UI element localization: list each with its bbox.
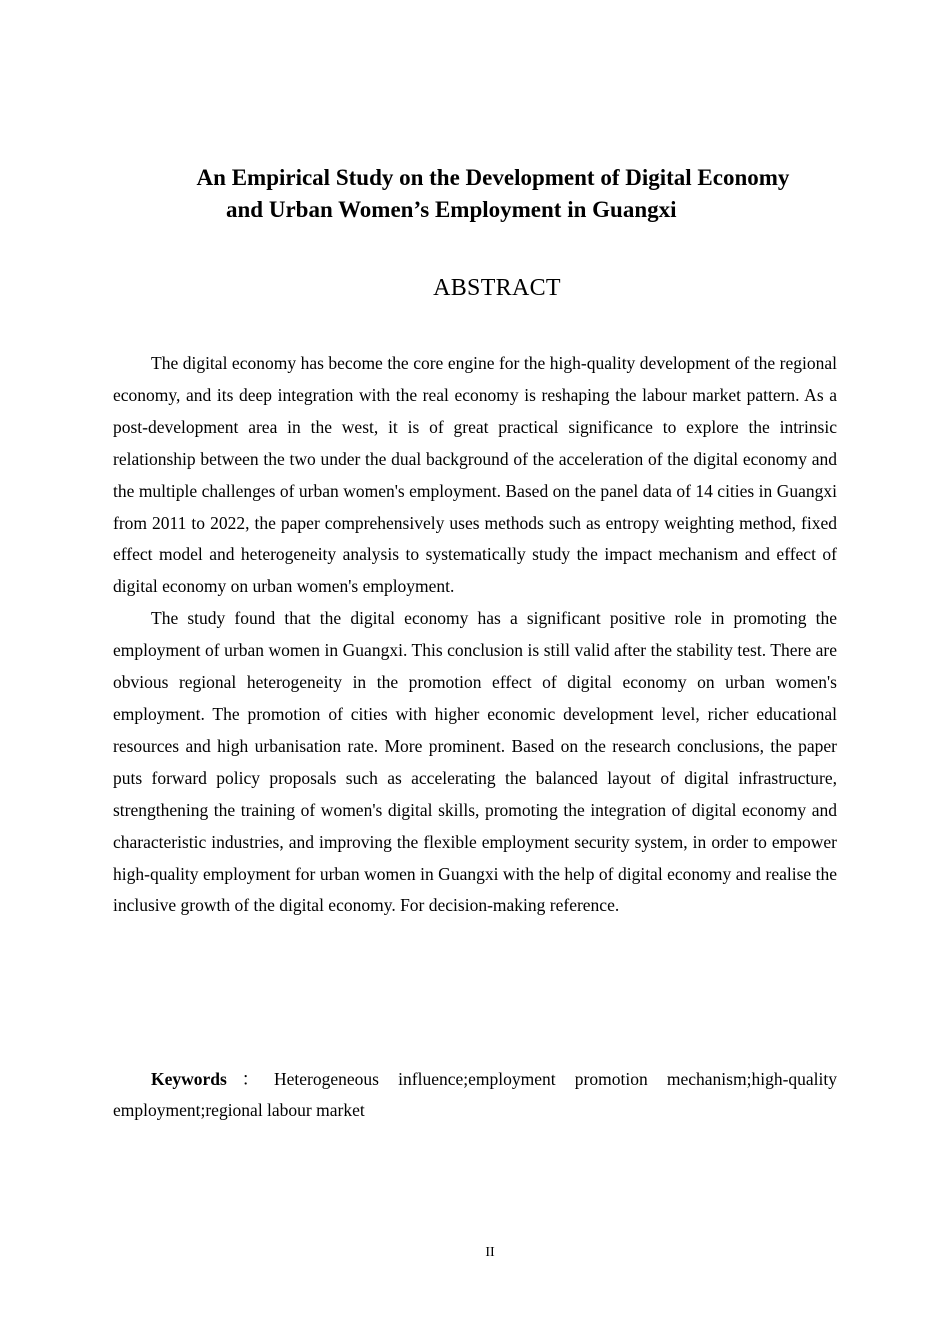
keywords-separator: ： xyxy=(226,1069,274,1089)
abstract-paragraph-2: The study found that the digital economy has a significant positive role in promoting the employment of urban women in Guangxi. This conclusion is still valid after the stability test. There are obvious regional heterogeneity in the promotion effect of digital economy on urban women's employment. The promotion of cities with higher economic development level, richer educational resources and high urbanisation rate. More prominent. Based on the research conclusions, the paper puts forward policy proposals such as accelerating the balanced layout of digital infrastructure, strengthening the training of women's digital skills, promoting the integration of digital economy and characteristic industries, and improving the flexible employment security system, in order to empower high-quality employment for urban women in Guangxi with the help of digital economy and realise the inclusive growth of the digital economy. For decision-making reference. xyxy=(113,608,837,916)
page-number: II xyxy=(485,1245,495,1260)
abstract-body xyxy=(113,348,837,922)
keywords-block xyxy=(113,1064,837,1126)
paper-title-line-2: and Urban Women’s Employment in Guangxi xyxy=(226,197,677,222)
paper-title xyxy=(113,162,873,226)
abstract-paragraph-1: The digital economy has become the core engine for the high-quality development of the regional economy, and its deep integration with the real economy is reshaping the labour market pattern. As a post-development area in the west, it is of great practical significance to explore the intrinsic relationship between the two under the dual background of the acceleration of the digital economy and the multiple challenges of urban women's employment. Based on the panel data of 14 cities in Guangxi from 2011 to 2022, the paper comprehensively uses methods such as entropy weighting method, fixed effect model and heterogeneity analysis to systematically study the impact mechanism and effect of digital economy on urban women's employment. xyxy=(113,353,837,597)
abstract-heading: ABSTRACT xyxy=(433,275,561,301)
keywords-label: Keywords xyxy=(151,1069,227,1089)
paper-title-line-1: An Empirical Study on the Development of Digital Economy xyxy=(196,165,790,190)
keywords-text: Heterogeneous influence;employment promotion mechanism;high-quality employment;regional labour market xyxy=(113,1069,837,1120)
